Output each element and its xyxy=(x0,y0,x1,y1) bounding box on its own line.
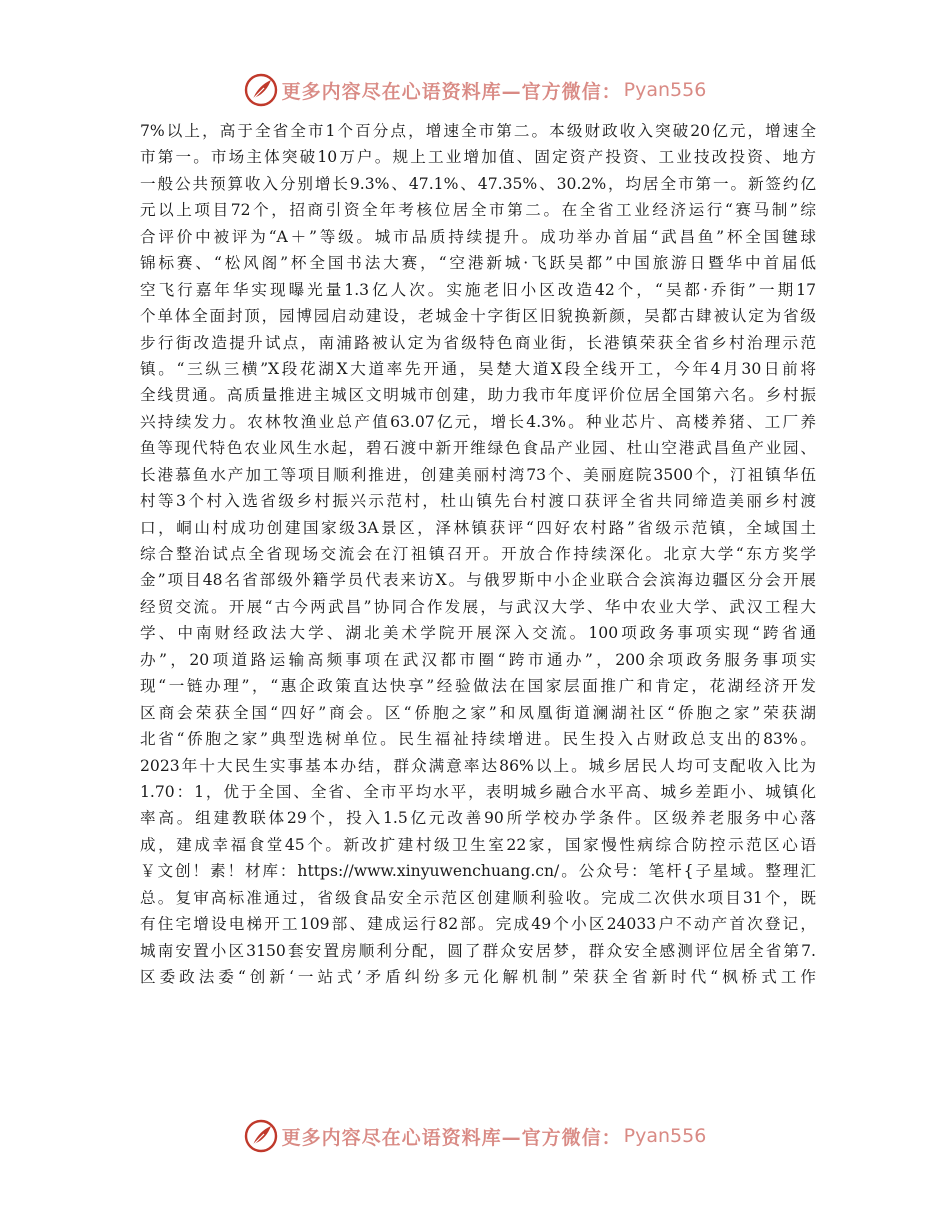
body-line: 1.70：1，优于全国、全省、全市平均水平，表明城乡融合水平高、城乡差距小、城镇化 xyxy=(140,782,816,801)
footer-wechat-id: Pyan556 xyxy=(623,1125,707,1147)
body-line: 镇。“三纵三横”X段花湖X大道率先开通，吴楚大道X段全线开工，今年4月30日前将 xyxy=(140,359,816,378)
body-line: 兴持续发力。农林牧渔业总产值63.07亿元，增长4.3%。种业芯片、高楼养猪、工厂养 xyxy=(140,412,816,431)
body-line: 综合整治试点全省现场交流会在汀祖镇召开。开放合作持续深化。北京大学“东方奖学 xyxy=(140,545,816,563)
body-line: 学、中南财经政法大学、湖北美术学院开展深入交流。100项政务事项实现“跨省通 xyxy=(140,624,816,643)
body-line: 经贸交流。开展“古今两武昌”协同合作发展，与武汉大学、华中农业大学、武汉工程大 xyxy=(140,597,816,616)
body-line: 鱼等现代特色农业风生水起，碧石渡中新开维绿色食品产业园、杜山空港武昌鱼产业园、 xyxy=(140,439,816,458)
body-line: 2023年十大民生实事基本办结，群众满意率达86%以上。城乡居民人均可支配收入比为 xyxy=(140,756,816,775)
body-line: 口，峒山村成功创建国家级3A景区，泽林镇获评“四好农村路”省级示范镇，全域国土 xyxy=(140,518,816,537)
body-line: 市第一。市场主体突破10万户。规上工业增加值、固定资产投资、工业技改投资、地方 xyxy=(140,148,816,167)
body-line: 合评价中被评为“A＋”等级。城市品质持续提升。成功举办首届“武昌鱼”杯全国毽球 xyxy=(140,227,816,246)
body-line: 办”，20项道路运输高频事项在武汉都市圈“跨市通办”，200余项政务服务事项实 xyxy=(140,650,816,669)
body-line: 北省“侨胞之家”典型选树单位。民生福祉持续增进。民生投入占财政总支出的83%。 xyxy=(140,730,816,749)
body-line: 步行街改造提升试点，南浦路被认定为省级特色商业街，长港镇荣获全省乡村治理示范 xyxy=(140,333,816,352)
document-body xyxy=(140,118,816,990)
body-line: ￥文创！素！材库：https://www.xinyuwenchuang.cn/。公众号：笔杆{子星域。整理汇 xyxy=(140,862,816,881)
body-line: 个单体全面封顶，园博园启动建设，老城金十字街区旧貌换新颜，吴都古肆被认定为省级 xyxy=(140,307,816,326)
body-line: 城南安置小区3150套安置房顺利分配，圆了群众安居梦，群众安全感测评位居全省第7. xyxy=(140,941,816,960)
body-line: 一般公共预算收入分别增长9.3%、47.1%、47.35%、30.2%，均居全市第一。新签约亿 xyxy=(140,174,816,193)
body-line: 村等3个村入选省级乡村振兴示范村，杜山镇先台村渡口获评全省共同缔造美丽乡村渡 xyxy=(140,492,816,511)
body-line: 有住宅增设电梯开工109部、建成运行82部。完成49个小区24033户不动产首次登记， xyxy=(140,915,816,934)
quill-logo-icon xyxy=(244,1119,278,1153)
body-line: 金”项目48名省部级外籍学员代表来访X。与俄罗斯中小企业联合会滨海边疆区分会开展 xyxy=(140,571,816,590)
footer-watermark xyxy=(0,1116,950,1156)
body-line: 长港慕鱼水产加工等项目顺利推进，创建美丽村湾73个、美丽庭院3500个，汀祖镇华伍 xyxy=(140,465,816,484)
body-line: 空飞行嘉年华实现曝光量1.3亿人次。实施老旧小区改造42个，“吴都·乔街”一期17 xyxy=(140,280,816,299)
body-line: 现“一链办理”，“惠企政策直达快享”经验做法在国家层面推广和肯定，花湖经济开发 xyxy=(140,677,816,696)
body-line: 区商会荣获全国“四好”商会。区“侨胞之家”和凤凰街道澜湖社区“侨胞之家”荣获湖 xyxy=(140,703,816,722)
body-line: 成，建成幸福食堂45个。新改扩建村级卫生室22家，国家慢性病综合防控示范区心语 xyxy=(140,835,816,854)
header-wechat-id: Pyan556 xyxy=(623,79,707,101)
footer-watermark-text: 更多内容尽在心语资料库—官方微信： xyxy=(281,1126,622,1149)
body-line: 率高。组建教联体29个，投入1.5亿元改善90所学校办学条件。区级养老服务中心落 xyxy=(140,809,816,828)
body-line: 总。复审高标准通过，省级食品安全示范区创建顺利验收。完成二次供水项目31个，既 xyxy=(140,888,816,907)
body-line: 7%以上，高于全省全市1个百分点，增速全市第二。本级财政收入突破20亿元，增速全 xyxy=(140,122,816,140)
header-watermark xyxy=(0,70,950,110)
body-line: 元以上项目72个，招商引资全年考核位居全市第二。在全省工业经济运行“赛马制”综 xyxy=(140,201,816,220)
header-watermark-text: 更多内容尽在心语资料库—官方微信： xyxy=(281,80,622,103)
body-line: 锦标赛、“松风阁”杯全国书法大赛，“空港新城·飞跃吴都”中国旅游日暨华中首届低 xyxy=(140,254,816,273)
body-line: 全线贯通。高质量推进主城区文明城市创建，助力我市年度评价位居全国第六名。乡村振 xyxy=(140,386,816,405)
body-line: 区委政法委“创新‘一站式’矛盾纠纷多元化解机制”荣获全省新时代“枫桥式工作 xyxy=(140,968,816,986)
quill-logo-icon xyxy=(244,73,278,107)
